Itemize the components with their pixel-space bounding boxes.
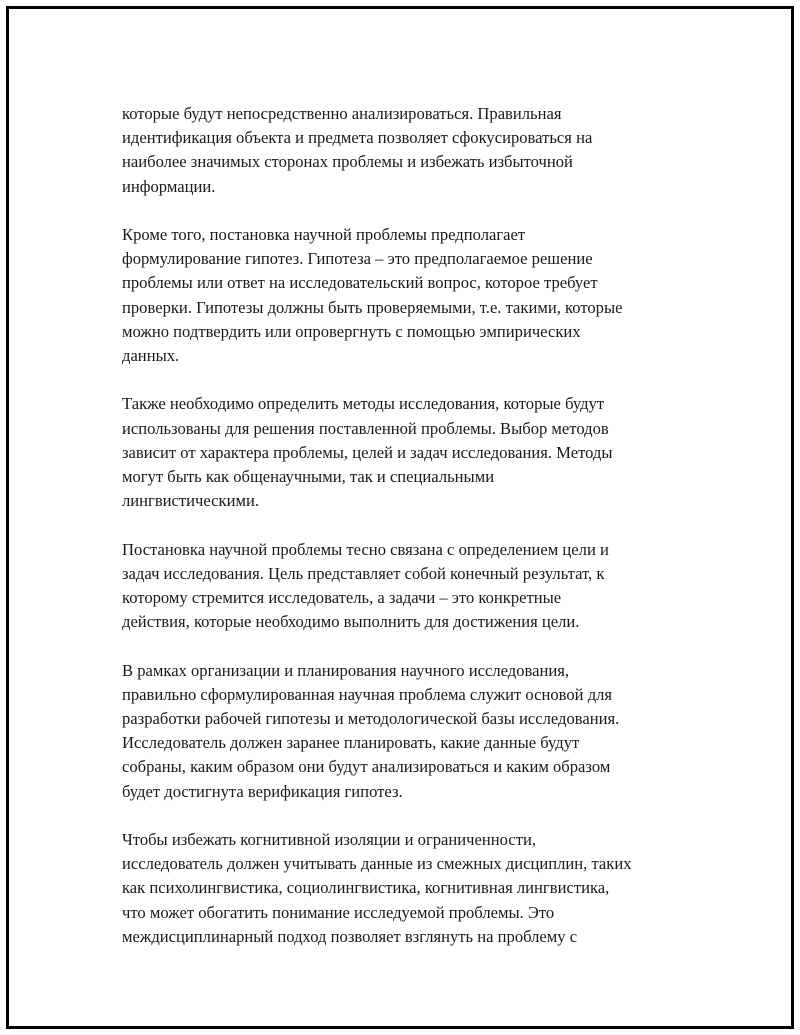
text-line: проблемы или ответ на исследовательский вопрос, которое требует bbox=[122, 273, 598, 293]
text-line: которому стремится исследователь, а задачи – это конкретные bbox=[122, 588, 562, 608]
text-line: которые будут непосредственно анализироваться. Правильная bbox=[122, 104, 562, 123]
text-line: междисциплинарный подход позволяет взглянуть на проблему с bbox=[122, 926, 578, 946]
text-line: данных. bbox=[122, 346, 180, 366]
text-line: лингвистическими. bbox=[122, 491, 260, 511]
document-body bbox=[122, 102, 702, 973]
text-line: идентификация объекта и предмета позволяет сфокусироваться на bbox=[122, 128, 593, 148]
text-line: проверки. Гипотезы должны быть проверяемыми, т.е. такими, которые bbox=[122, 297, 623, 317]
text-line: использованы для решения поставленной проблемы. Выбор методов bbox=[122, 418, 609, 438]
text-line: будет достигнута верификация гипотез. bbox=[122, 781, 403, 801]
text-line: зависит от характера проблемы, целей и задач исследования. Методы bbox=[122, 442, 613, 462]
text-line: исследователь должен учитывать данные из смежных дисциплин, таких bbox=[122, 854, 632, 874]
text-line: Кроме того, постановка научной проблемы предполагает bbox=[122, 225, 526, 244]
paragraph-3 bbox=[122, 392, 702, 513]
text-line: информации. bbox=[122, 176, 216, 196]
page-frame bbox=[6, 6, 794, 1029]
text-line: собраны, каким образом они будут анализироваться и каким образом bbox=[122, 757, 611, 777]
text-line: Постановка научной проблемы тесно связана с определением цели и bbox=[122, 539, 609, 559]
text-line: Чтобы избежать когнитивной изоляции и ограниченности, bbox=[122, 830, 537, 850]
text-line: правильно сформулированная научная проблема служит основой для bbox=[122, 684, 613, 704]
text-line: В рамках организации и планирования научного исследования, bbox=[122, 660, 570, 680]
text-line: как психолингвистика, социолингвистика, когнитивная лингвистика, bbox=[122, 878, 610, 898]
paragraph-2 bbox=[122, 223, 702, 368]
text-line: разработки рабочей гипотезы и методологической базы исследования. bbox=[122, 709, 620, 729]
text-line: наиболее значимых сторонах проблемы и избежать избыточной bbox=[122, 152, 573, 172]
text-line: могут быть как общенаучными, так и специальными bbox=[122, 467, 495, 487]
text-line: задач исследования. Цель представляет собой конечный результат, к bbox=[122, 563, 605, 583]
text-line: Исследователь должен заранее планировать, какие данные будут bbox=[122, 733, 580, 753]
paragraph-5 bbox=[122, 659, 702, 804]
text-line: что может обогатить понимание исследуемой проблемы. Это bbox=[122, 902, 555, 922]
paragraph-1 bbox=[122, 102, 702, 199]
text-line: действия, которые необходимо выполнить для достижения цели. bbox=[122, 612, 580, 632]
paragraph-4 bbox=[122, 538, 702, 635]
text-line: Также необходимо определить методы исследования, которые будут bbox=[122, 394, 605, 414]
paragraph-6 bbox=[122, 828, 702, 949]
text-line: формулирование гипотез. Гипотеза – это предполагаемое решение bbox=[122, 249, 593, 269]
text-line: можно подтвердить или опровергнуть с помощью эмпирических bbox=[122, 321, 581, 341]
